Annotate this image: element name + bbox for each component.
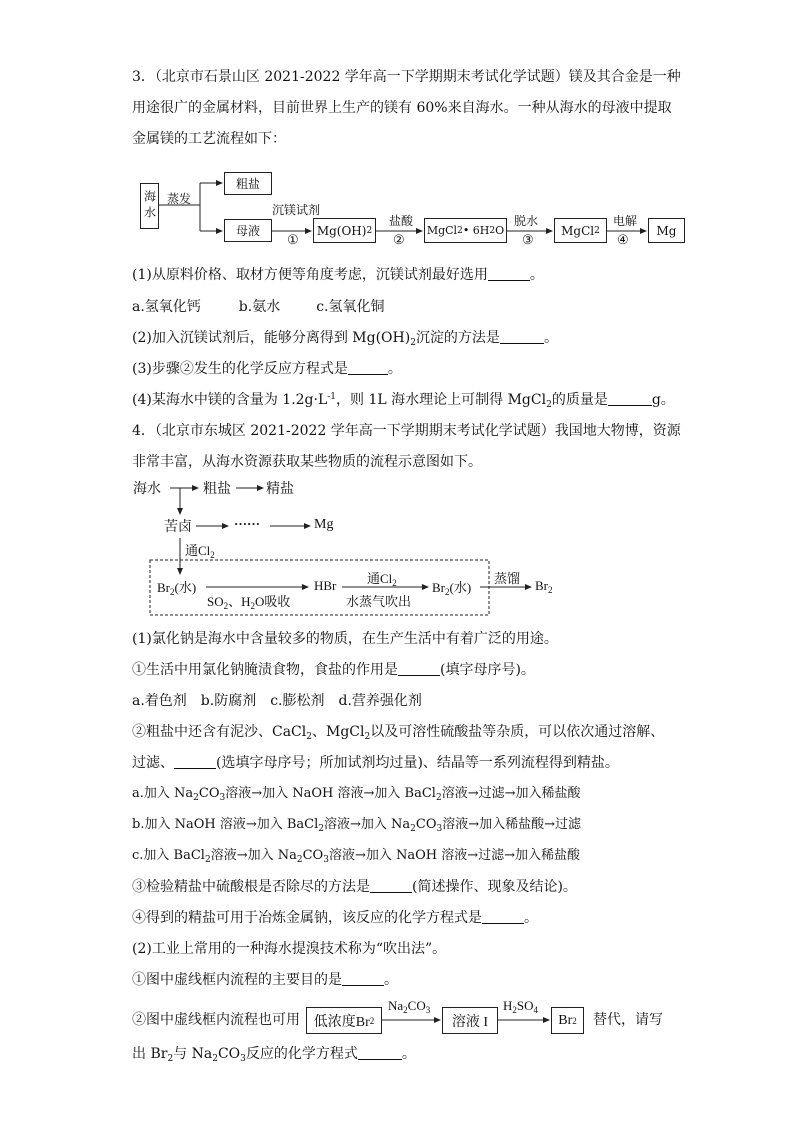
q4-p2-1: ①图中虚线框内流程的主要目的是 。 [132,972,398,988]
q4-opt-a: a.加入 $Na_2CO_3$溶液→加入 NaOH 溶液→加入 BaCl$_2$溶液→过滤→加入稀盐酸 [132,786,581,803]
q4-p1-3: ③检验精盐中硫酸根是否除尽的方法是 (简述操作、现象及结论)。 [132,879,577,895]
mgcl2-hydrate-box: MgCl 2 • 6H 2 O [424,218,507,243]
q3-line2: 用途很广的金属材料，目前世界上生产的镁有 60%来自海水。一种从海水的母液中提取 [132,100,672,116]
step3-label: ③ [522,233,534,248]
na2co3-label: $Na_2CO_3$ [388,998,431,1015]
q3-sub4: (4)某海水中镁的含量为 $1.2g\cdot L^{-1}$，则 1L 海水理论上可制得 MgCl$_2$的质量是 g。 [132,392,675,410]
step1-label: ① [287,233,299,248]
mother-liquor-box: 母液 [224,219,272,242]
d4-steam: 水蒸气吹出 [346,594,412,609]
solution-box: 溶液 I [442,1007,498,1034]
low-br2-box: 低浓度Br 2 [306,1007,382,1034]
q4-p1-1-options: a.着色剂 b.防腐剂 c.膨松剂 d.营养强化剂 [132,693,422,709]
q4-p1-1: ①生活中用氯化钠腌渍食物，食盐的作用是 (填字母序号)。 [132,662,535,678]
d4-fine-salt: 精盐 [266,482,294,497]
crude-salt-box: 粗盐 [224,172,272,195]
q4-header: 4．（北京市东城区 2021-2022 学年高一下学期期末考试化学试题）我国地大物博，资源 [132,423,681,439]
d4-crude-salt: 粗盐 [203,482,231,497]
q4-p2-2-tail: 替代，请写 [593,1012,663,1028]
d4-cl2-b: 通$Cl_2$ [367,571,397,588]
evaporate-label: 蒸发 [167,192,192,206]
hcl-label: 盐酸 [389,214,414,228]
dehydrate-label: 脱水 [514,214,539,228]
q4-p1-4: ④得到的精盐可用于冶炼金属钠，该反应的化学方程式是 。 [132,910,538,926]
q3-sub1-options [132,296,385,318]
d4-br2: $Br_2$ [535,578,553,595]
d4-so2-absorb: $SO_2$、$H_2O$吸收 [207,594,291,611]
q4-line2: 非常丰富，从海水资源获取某些物质的流程示意图如下。 [132,454,482,470]
q3-sub1: (1)从原料价格、取材方便等角度考虑，沉镁试剂最好选用 。 [132,267,544,283]
q4-p1-2-line2: 过滤、 (选填字母序号；所加试剂均过量)、结晶等一系列流程得到精盐。 [132,755,619,771]
q3-line3: 金属镁的工艺流程如下： [132,131,286,147]
q4-p2: (2)工业上常用的一种海水提溴技术称为“吹出法”。 [132,941,447,957]
d4-cl2: 通$Cl_2$ [185,543,215,560]
q3-sub3: (3)步骤②发生的化学反应方程式是 。 [132,361,402,377]
q4-p2-2-head: ②图中虚线框内流程也可用 [132,1012,300,1028]
seawater-box: 海水 [140,183,159,229]
q4-opt-b: b.加入 NaOH 溶液→加入 BaCl$_2$溶液→加入 $Na_2CO_3$溶液→加入稀盐酸→过滤 [132,817,582,834]
reagent-label: 沉镁试剂 [272,203,321,217]
mg-box: Mg [648,218,685,243]
q4-p2-3: 出 $Br_2$与 $Na_2CO_3$反应的化学方程式 。 [132,1046,416,1064]
q3-header: 3．（北京市石景山区 2021-2022 学年高一下学期期末考试化学试题）镁及其合金是一种 [132,69,681,85]
q4-p1-2: ②粗盐中还含有泥沙、CaCl$_2$、MgCl$_2$以及可溶性硫酸盐等杂质，可以依次通过溶解、 [132,724,665,742]
d4-mg: Mg [314,517,334,532]
d4-distill: 蒸馏 [494,571,521,586]
option-a: a.氢氧化钙 [132,299,201,315]
q4-p1: (1)氯化钠是海水中含量较多的物质，在生产生活中有着广泛的用途。 [132,631,558,647]
br2-box: Br 2 [551,1007,584,1034]
d4-bittern: 苦卤 [164,520,192,535]
step2-label: ② [393,233,405,248]
step4-label: ④ [617,233,629,248]
d4-seawater: 海水 [133,482,161,497]
d4-br2-water: $Br_2$(水) [157,580,197,597]
h2so4-label: $H_2SO_4$ [503,998,539,1015]
option-c: c.氢氧化铜 [316,299,385,315]
d4-dots: …… [234,513,260,528]
option-b: b.氨水 [238,299,281,315]
mgoh2-box: Mg(OH) 2 [313,218,376,243]
mgcl2-box: MgCl 2 [554,218,607,243]
q3-sub2: (2)加入沉镁试剂后，能够分离得到 $Mg(OH)_2$沉淀的方法是 。 [132,330,558,348]
q4-opt-c: c.加入 BaCl$_2$溶液→加入 $Na_2CO_3$溶液→加入 NaOH 溶液→过滤→加入稀盐酸 [132,848,581,865]
electrolysis-label: 电解 [613,214,638,228]
d4-hbr: HBr [314,578,337,593]
d4-br2-water-b: $Br_2$(水) [432,580,472,597]
